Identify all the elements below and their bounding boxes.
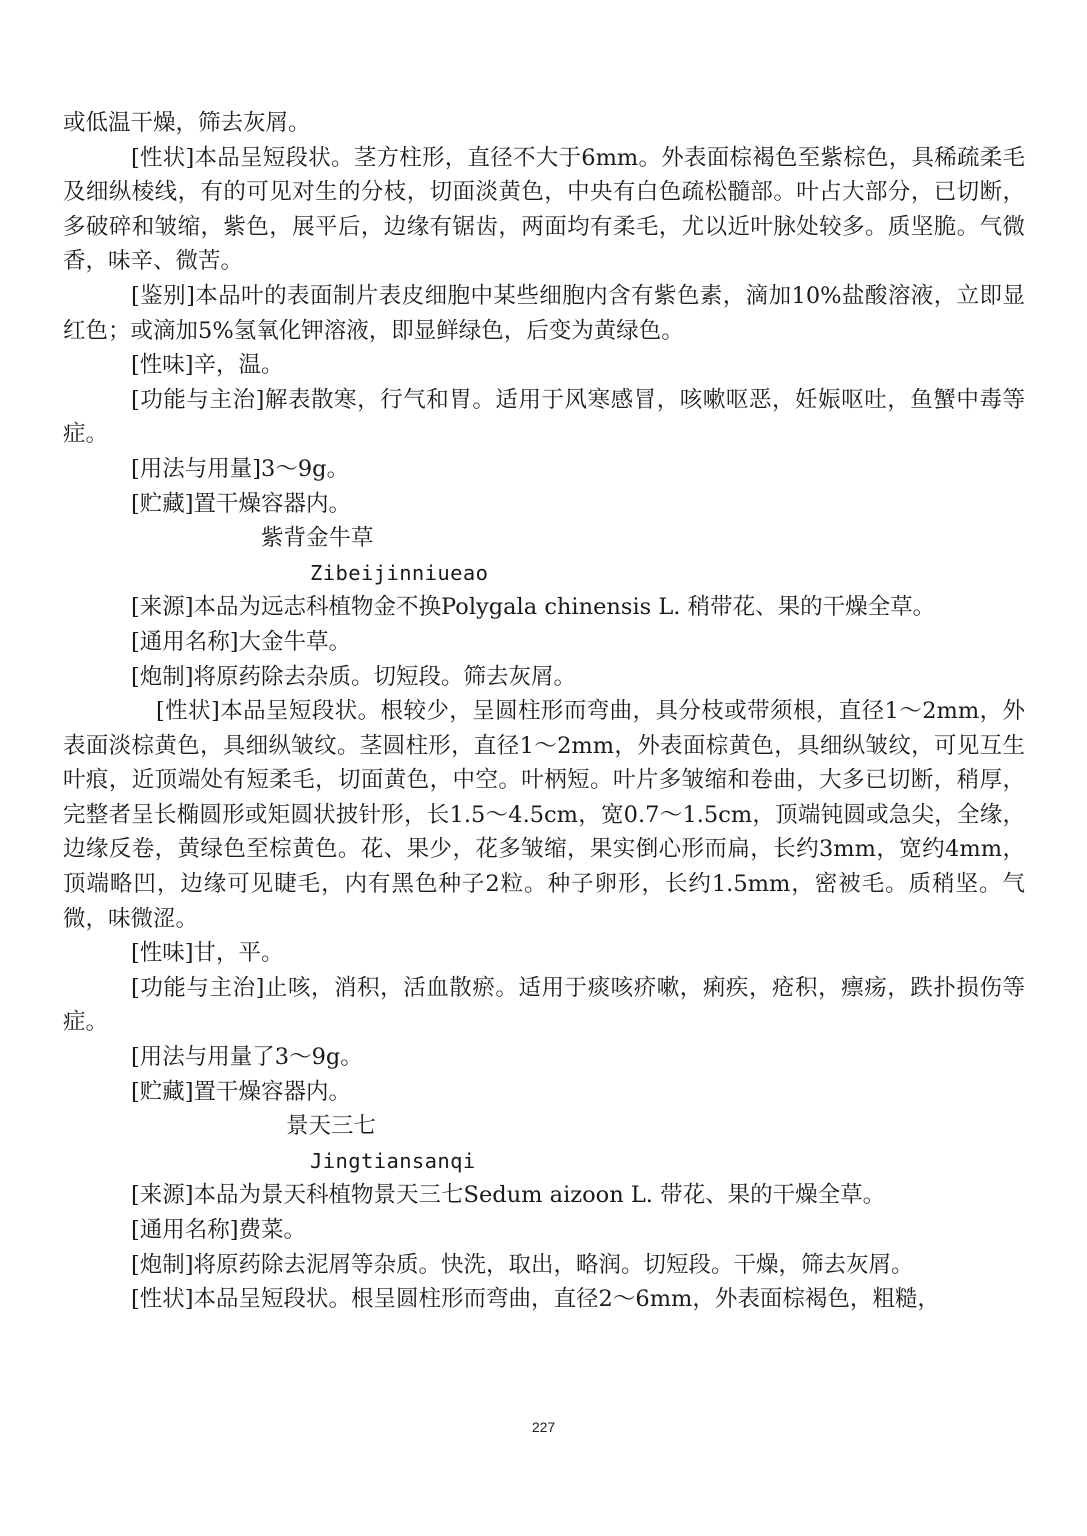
page-number: 227 bbox=[531, 1419, 556, 1435]
paragraph-source: [来源]本品为远志科植物金不换Polygala chinensis L. 稍带花、果的干燥全草。 bbox=[131, 594, 936, 621]
entry-pinyin-jingtiansanqi: Jingtiansanqi bbox=[310, 1148, 476, 1173]
paragraph-processing: [炮制]将原药除去杂质。切短段。筛去灰屑。 bbox=[131, 663, 577, 690]
paragraph-function: [功能与主治]止咳，消积，活血散瘀。适用于痰咳疥嗽，痢疾，疮积，瘭疡，跌扑损伤等症。 bbox=[63, 974, 1025, 1036]
paragraph-storage: [贮藏]置干燥容器内。 bbox=[131, 1078, 352, 1105]
paragraph-common-name: [通用名称]大金牛草。 bbox=[131, 628, 352, 655]
paragraph-dosage: [用法与用量]3～9g。 bbox=[131, 455, 350, 482]
paragraph-common-name: [通用名称]费菜。 bbox=[131, 1217, 307, 1243]
paragraph-characteristics: [性状]本品呈短段状。根较少，呈圆柱形而弯曲，具分枝或带须根，直径1～2mm，外表面淡棕黄色，具细纵皱纹。茎圆柱形，直径1～2mm，外表面棕黄色，具细纵皱纹，可见互生叶痕，近顶端处有短柔毛，切面黄色，中空。叶柄短。叶片多皱缩和卷曲，大多已切断，稍厚，完整者呈长椭圆形或矩圆状披针形，长1.5～4.5cm，宽0.7～1.5cm，顶端钝圆或急尖，全缘，边缘反卷，黄绿色至棕黄色。花、果少，花多皱缩，果实倒心形而扁，长约3mm，宽约4mm，顶端略凹，边缘可见睫毛，内有黑色种子2粒。种子卵形，长约1.5mm，密被毛。质稍坚。气微，味微涩。 bbox=[63, 698, 1025, 932]
paragraph-taste: [性味]甘，平。 bbox=[131, 940, 284, 967]
paragraph-identification: [鉴别]本品叶的表面制片表皮细胞中某些细胞内含有紫色素，滴加10%盐酸溶液，立即显红色；或滴加5%氢氧化钾溶液，即显鲜绿色，后变为黄绿色。 bbox=[63, 282, 1025, 344]
entry-pinyin-zibeijinniucao: Zibeijinniueao bbox=[310, 560, 489, 585]
paragraph-characteristics: [性状]本品呈短段状。茎方柱形，直径不大于6mm。外表面棕褐色至紫棕色，具稀疏柔毛及细纵棱线，有的可见对生的分枝，切面淡黄色，中央有白色疏松髓部。叶占大部分，已切断，多破碎和皱缩，紫色，展平后，边缘有锯齿，两面均有柔毛，尤以近叶脉处较多。质坚脆。气微香，味辛、微苦。 bbox=[63, 144, 1025, 275]
page-body bbox=[63, 106, 1025, 1317]
paragraph-taste: [性味]辛，温。 bbox=[131, 352, 284, 379]
paragraph-characteristics: [性状]本品呈短段状。根呈圆柱形而弯曲，直径2～6mm，外表面棕褐色，粗糙， bbox=[131, 1286, 940, 1313]
paragraph-dosage: [用法与用量了3～9g。 bbox=[131, 1044, 363, 1071]
paragraph-continuation: 或低温干燥，筛去灰屑。 bbox=[63, 110, 311, 136]
entry-title-jingtiansanqi: 景天三七 bbox=[286, 1113, 377, 1140]
paragraph-storage: [贮藏]置干燥容器内。 bbox=[131, 490, 352, 517]
paragraph-source: [来源]本品为景天科植物景天三七Sedum aizoon L. 带花、果的干燥全草。 bbox=[131, 1182, 886, 1209]
paragraph-processing: [炮制]将原药除去泥屑等杂质。快洗，取出，略润。切短段。干燥，筛去灰屑。 bbox=[131, 1251, 914, 1278]
paragraph-function: [功能与主治]解表散寒，行气和胃。适用于风寒感冒，咳嗽呕恶，妊娠呕吐，鱼蟹中毒等症。 bbox=[63, 386, 1025, 448]
entry-title-zibeijinniucao: 紫背金牛草 bbox=[261, 525, 374, 552]
